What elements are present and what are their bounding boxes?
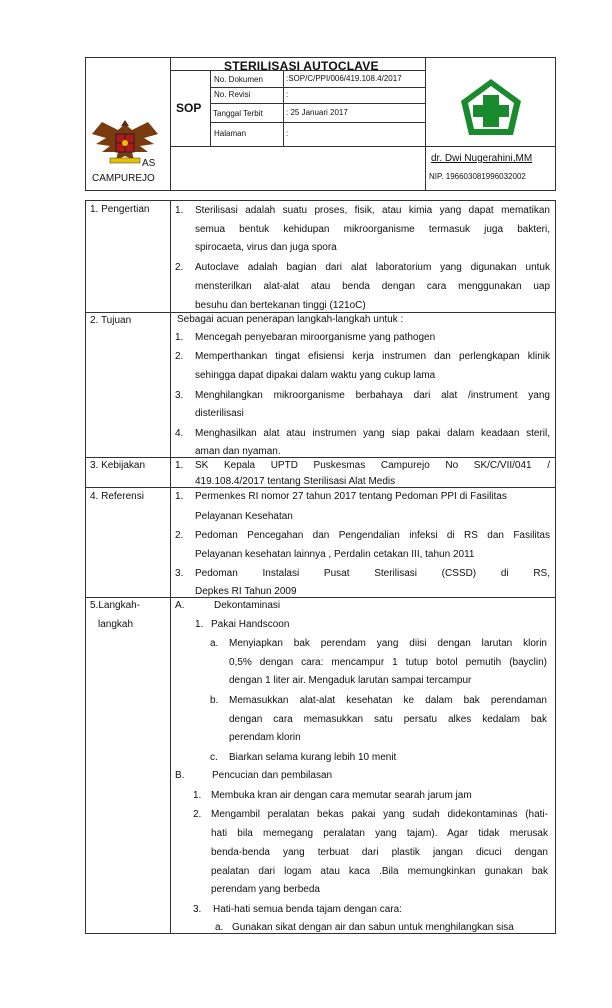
step-text: dengan cara memasukkan satu persatu alkes kedalam bak (229, 714, 547, 725)
section-intro: Sebagai acuan penerapan langkah-langkah untuk : (177, 314, 404, 325)
row-rule-1 (85, 312, 556, 313)
list-item: aman dan nyaman. (195, 446, 281, 457)
section-label-langkah: 5.Langkah- (90, 600, 141, 611)
page-label: Halaman (214, 129, 247, 138)
list-number: 1. (175, 205, 184, 216)
step-text: Menyiapkan bak perendam yang diisi dengan larutan klorin (229, 638, 547, 649)
revision-value: : (286, 90, 289, 99)
doc-number-value: :SOP/C/PPI/006/419.108.4/2017 (286, 74, 402, 83)
step-letter: b. (210, 695, 219, 706)
step-text: Biarkan selama kurang lebih 10 menit (229, 752, 397, 763)
step-title: Dekontaminasi (214, 600, 281, 611)
issue-date-label: Tanggal Terbit (213, 109, 263, 118)
list-item: Pelayanan kesehatan lainnya , Perdalin cetakan III, tahun 2011 (195, 549, 475, 560)
list-number: 4. (175, 428, 184, 439)
body-divider (170, 200, 171, 934)
step-letter: A. (175, 600, 185, 611)
section-label-pengertian: 1. Pengertian (90, 204, 150, 215)
section-label-tujuan: 2. Tujuan (90, 315, 132, 326)
header-divider-right (425, 57, 426, 191)
section-label-referensi: 4. Referensi (90, 491, 144, 502)
list-number: 1. (175, 460, 184, 471)
step-text: Membuka kran air dengan cara memutar searah jarum jam (211, 790, 472, 801)
list-item: Pedoman Pencegahan dan Pengendalian infeksi di RS dan Fasilitas (195, 530, 550, 541)
revision-label: No. Revisi (214, 90, 251, 99)
header-divider-sop (210, 70, 211, 146)
list-item: Permenkes RI nomor 27 tahun 2017 tentang Pedoman PPI di Fasilitas (195, 491, 507, 502)
header-rule-3 (210, 122, 425, 123)
list-number: 2. (175, 351, 184, 362)
header-rule-4 (170, 146, 556, 147)
list-item: Depkes RI Tahun 2009 (195, 586, 297, 597)
step-text: benda-benda yang terbuat dari plastik jangan dicuci dengan (211, 847, 548, 858)
step-letter: B. (175, 770, 185, 781)
list-item: besuhu dan bertekanan tinggi (121oC) (195, 300, 366, 311)
sop-label: SOP (176, 101, 202, 115)
list-number: 1. (175, 491, 184, 502)
puskesmas-logo-icon (459, 77, 523, 137)
step-text: Memasukkan alat-alat kesehatan ke dalam bak perendaman (229, 695, 547, 706)
header-rule-2 (210, 103, 425, 104)
list-item: sehingga dapat dipakai dalam waktu yang cukup lama (195, 370, 436, 381)
step-title: Pencucian dan pembilasan (212, 770, 333, 781)
header-rule-1 (210, 87, 425, 88)
list-item: semua bentuk kehidupan mikroorganisme termasuk juga bakteri, (195, 224, 550, 235)
step-text: hati bila memegang peralatan yang tajam). Agar tidak merusak (211, 828, 548, 839)
list-item: SK Kepala UPTD Puskesmas Campurejo No SK/C/VII/041 / (195, 460, 550, 471)
signer-name: dr. Dwi Nugerahini,MM (431, 153, 533, 164)
step-number: 3. (193, 904, 202, 915)
step-text: Hati-hati semua benda tajam dengan cara: (213, 904, 403, 915)
list-item: Sterilisasi adalah suatu proses, fisik, atau kimia yang dapat mematikan (195, 205, 550, 216)
section-label-langkah-2: langkah (98, 619, 134, 630)
header-divider-left (170, 57, 171, 191)
step-text: perendam klorin (229, 732, 301, 743)
list-number: 3. (175, 390, 184, 401)
step-text: 0,5% dengan cara: mencampur 1 tutup botol pemutih (bayclin) (229, 657, 547, 668)
step-number: 1. (195, 619, 204, 630)
doc-number-label: No. Dokumen (214, 75, 263, 84)
signer-nip: NIP. 196603081996032002 (429, 172, 526, 181)
list-item: spirocaeta, virus dan juga spora (195, 242, 337, 253)
list-item: Mencegah penyebaran miroorganisme yang pathogen (195, 332, 436, 343)
list-item: Menghilangkan mikroorganisme berbahaya dari alat /instrument yang (195, 390, 550, 401)
issue-date-value: : 25 Januari 2017 (286, 108, 348, 117)
step-text: perendam yang berbeda (211, 884, 320, 895)
list-item: disterilisasi (195, 408, 244, 419)
step-title: Pakai Handscoon (211, 619, 290, 630)
step-letter: a. (210, 638, 219, 649)
list-item: Pelayanan Kesehatan (195, 511, 293, 522)
section-label-kebijakan: 3. Kebijakan (90, 460, 146, 471)
list-item: Pedoman Instalasi Pusat Sterilisasi (CSSD) di RS, (195, 568, 550, 579)
step-text: Gunakan sikat dengan air dan sabun untuk menghilangkan sisa (232, 922, 514, 933)
step-text: dengan 1 liter air. Mengaduk larutan sampai tercampur (229, 675, 472, 686)
row-rule-2 (85, 457, 556, 458)
step-text: Mengambil peralatan bekas pakai yang sudah didekontaminas (hati- (211, 809, 548, 820)
step-letter: c. (210, 752, 218, 763)
org-name: CAMPUREJO (92, 173, 155, 184)
org-name-part: AS (142, 158, 156, 169)
step-number: 1. (193, 790, 202, 801)
list-number: 2. (175, 262, 184, 273)
list-number: 3. (175, 568, 184, 579)
list-item: mensterilkan alat-alat atau benda dengan cara menggunakan uap (195, 281, 550, 292)
list-number: 1. (175, 332, 184, 343)
step-text: pealatan dari logam atau kaca .Bila memungkinkan gunakan bak (211, 866, 548, 877)
document-title: STERILISASI AUTOCLAVE (224, 59, 379, 73)
step-number: 2. (193, 809, 202, 820)
list-item: Autoclave adalah bagian dari alat laboratorium yang digunakan untuk (195, 262, 550, 273)
header-divider-value (283, 70, 284, 146)
list-item: Memperthankan tingat efisiensi kerja instrumen dan perlengkapan klinik (195, 351, 550, 362)
list-number: 2. (175, 530, 184, 541)
row-rule-4 (85, 597, 556, 598)
page-value: : (286, 129, 289, 138)
step-letter: a. (215, 922, 224, 933)
list-item: 419.108.4/2017 tentang Sterilisasi Alat Medis (195, 476, 396, 487)
list-item: Menghasilkan alat atau instrumen yang siap pakai dalam keadaan steril, (195, 428, 550, 439)
